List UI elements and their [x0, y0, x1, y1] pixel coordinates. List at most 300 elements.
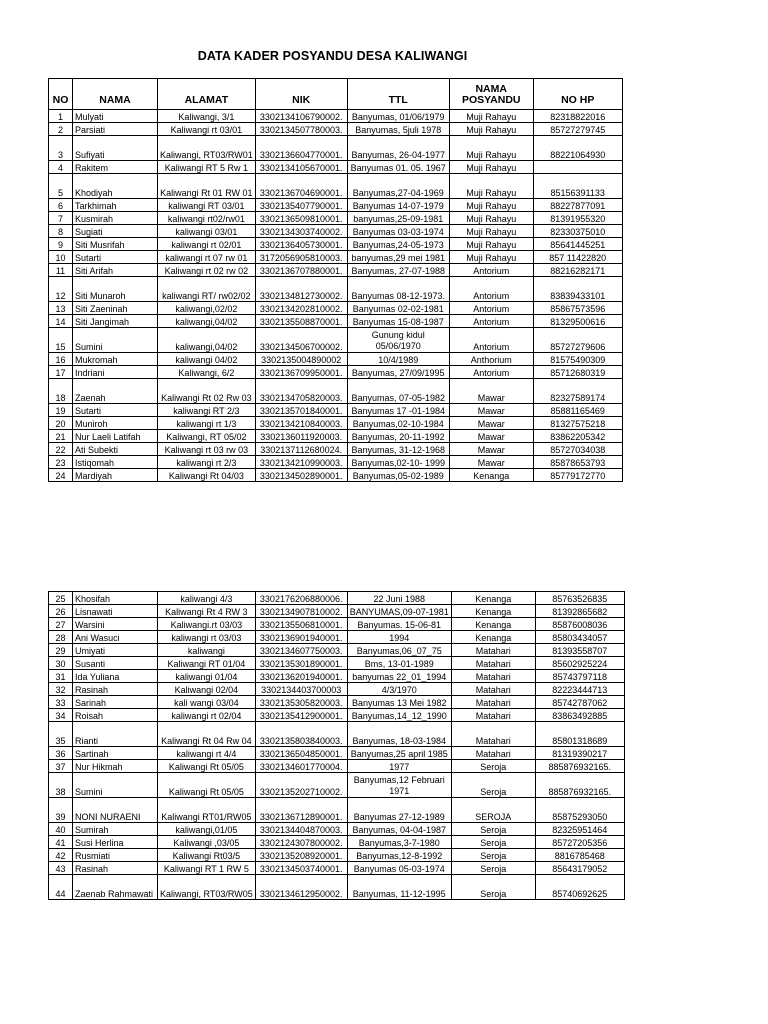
- cell-posyandu: Matahari: [451, 670, 535, 683]
- cell-alamat: Kaliwangi Rt 02 Rw 03: [158, 379, 256, 404]
- cell-posyandu: Mawar: [449, 456, 533, 469]
- cell-nik: 3302135004890002: [255, 353, 347, 366]
- table-row: [49, 161, 623, 174]
- cell-no-hp: 885876932165.: [535, 760, 624, 773]
- table-row: [49, 225, 623, 238]
- header-alamat: ALAMAT: [158, 79, 256, 110]
- table-row: [49, 277, 623, 302]
- cell-no-hp: 88227877091: [533, 199, 622, 212]
- cell-ttl: Banyumas 15-08-1987: [347, 315, 449, 328]
- cell-alamat: kaliwangi rt 2/3: [158, 456, 256, 469]
- cell-nik: 3302134502890001.: [255, 469, 347, 482]
- cell-no-hp: 83863492885: [535, 709, 624, 722]
- cell-no-hp: 85867573596: [533, 302, 622, 315]
- cell-nama: Ani Wasuci: [73, 631, 158, 644]
- cell-posyandu: Seroja: [451, 875, 535, 900]
- cell-ttl: banyumas 22_01_1994: [347, 670, 451, 683]
- cell-nik: 3302136709950001.: [255, 366, 347, 379]
- cell-no-hp: 81329500616: [533, 315, 622, 328]
- cell-no-hp: 85602925224: [535, 657, 624, 670]
- cell-ttl: 10/4/1989: [347, 353, 449, 366]
- cell-no: 17: [49, 366, 73, 379]
- cell-no-hp: 85727279745: [533, 123, 622, 136]
- cell-no-hp: 85803434057: [535, 631, 624, 644]
- cell-no: 23: [49, 456, 73, 469]
- cell-nik: 3302136405730001.: [255, 238, 347, 251]
- cell-nik: 3302136201940001.: [255, 670, 347, 683]
- cell-no-hp: 85875293050: [535, 798, 624, 823]
- cell-no-hp: 85779172770: [533, 469, 622, 482]
- table-row: [49, 315, 623, 328]
- cell-ttl: 22 Juni 1988: [347, 592, 451, 605]
- cell-no-hp: 885876932165.: [535, 773, 624, 798]
- cell-nama: Khosifah: [73, 592, 158, 605]
- cell-nama: Siti Musrifah: [73, 238, 158, 251]
- cell-no: 12: [49, 277, 73, 302]
- cell-nama: Sufiyati: [73, 136, 158, 161]
- cell-no: 39: [49, 798, 73, 823]
- cell-nama: Siti Jangimah: [73, 315, 158, 328]
- table-row: [49, 404, 623, 417]
- cell-no: 9: [49, 238, 73, 251]
- table-row: [49, 238, 623, 251]
- cell-no: 5: [49, 174, 73, 199]
- cell-posyandu: Mawar: [449, 417, 533, 430]
- cell-ttl: Banyumas. 15-06-81: [347, 618, 451, 631]
- cell-nik: 3302134105670001.: [255, 161, 347, 174]
- cell-posyandu: Muji Rahayu: [449, 174, 533, 199]
- cell-no-hp: 82318822016: [533, 110, 622, 123]
- cell-posyandu: Seroja: [451, 849, 535, 862]
- table-row: [49, 605, 625, 618]
- cell-no: 40: [49, 823, 73, 836]
- cell-alamat: Kaliwangi, RT 05/02: [158, 430, 256, 443]
- cell-nama: Lisnawati: [73, 605, 158, 618]
- cell-posyandu: Antorium: [449, 302, 533, 315]
- cell-no-hp: 81327575218: [533, 417, 622, 430]
- cell-posyandu: Kenanga: [451, 631, 535, 644]
- table-row: [49, 212, 623, 225]
- cell-ttl: Banyumas,25 april 1985: [347, 747, 451, 760]
- cell-no: 33: [49, 696, 73, 709]
- kader-table-part-2: [48, 591, 625, 900]
- cell-nik: 3302135407790001.: [255, 199, 347, 212]
- cell-nik: 3302134303740002.: [255, 225, 347, 238]
- cell-ttl: Banyumas, 31-12-1968: [347, 443, 449, 456]
- cell-nama: Warsini: [73, 618, 158, 631]
- cell-nama: Ati Subekti: [73, 443, 158, 456]
- cell-no: 43: [49, 862, 73, 875]
- cell-no: 7: [49, 212, 73, 225]
- table-row: [49, 136, 623, 161]
- table-row: [49, 722, 625, 747]
- cell-alamat: Kaliwangi ,03/05: [158, 836, 256, 849]
- cell-nik: 3302136707880001.: [255, 264, 347, 277]
- cell-alamat: Kaliwangi Rt 04/03: [158, 469, 256, 482]
- table-row: [49, 862, 625, 875]
- cell-posyandu: Matahari: [451, 747, 535, 760]
- cell-no: 38: [49, 773, 73, 798]
- table-row: [49, 798, 625, 823]
- cell-no: 29: [49, 644, 73, 657]
- cell-ttl: Banyumas, 20-11-1992: [347, 430, 449, 443]
- cell-posyandu: Matahari: [451, 683, 535, 696]
- cell-ttl: Banyumas,24-05-1973: [347, 238, 449, 251]
- cell-alamat: kaliwangi RT 2/3: [158, 404, 256, 417]
- cell-ttl: Banyumas,02-10-1984: [347, 417, 449, 430]
- cell-nama: Umiyati: [73, 644, 158, 657]
- cell-alamat: Kaliwangi Rt03/5: [158, 849, 256, 862]
- cell-no-hp: 85727279606: [533, 328, 622, 353]
- cell-posyandu: Muji Rahayu: [449, 136, 533, 161]
- cell-posyandu: Antorium: [449, 328, 533, 353]
- cell-alamat: Kaliwangi Rt 05/05: [158, 773, 256, 798]
- cell-alamat: kaliwangi rt 03/03: [158, 631, 256, 644]
- cell-nama: Rasinah: [73, 683, 158, 696]
- cell-nik: 3302134705820003.: [255, 379, 347, 404]
- cell-nama: NONI NURAENI: [73, 798, 158, 823]
- cell-alamat: kaliwangi,02/02: [158, 302, 256, 315]
- cell-posyandu: Mawar: [449, 404, 533, 417]
- cell-no-hp: 82325951464: [535, 823, 624, 836]
- cell-posyandu: Kenanga: [451, 605, 535, 618]
- cell-nama: Indriani: [73, 366, 158, 379]
- cell-alamat: kaliwangi rt 4/4: [158, 747, 256, 760]
- table-row: [49, 110, 623, 123]
- cell-nama: Parsiati: [73, 123, 158, 136]
- cell-nik: 3302176206880006.: [255, 592, 347, 605]
- cell-alamat: kaliwangi,04/02: [158, 315, 256, 328]
- cell-posyandu: Mawar: [449, 430, 533, 443]
- table-row: [49, 747, 625, 760]
- cell-no-hp: 82327589174: [533, 379, 622, 404]
- cell-alamat: Kaliwangi, 6/2: [158, 366, 256, 379]
- cell-no: 35: [49, 722, 73, 747]
- cell-ttl: Banyumas 05-03-1974: [347, 862, 451, 875]
- table-row: [49, 469, 623, 482]
- cell-no: 2: [49, 123, 73, 136]
- cell-ttl: Banyumas,27-04-1969: [347, 174, 449, 199]
- cell-nik: 3172056905810003.: [255, 251, 347, 264]
- cell-no: 42: [49, 849, 73, 862]
- table-row: [49, 174, 623, 199]
- cell-no-hp: 82330375010: [533, 225, 622, 238]
- cell-nama: Zaenab Rahmawati: [73, 875, 158, 900]
- cell-nik: 3302135508870001.: [255, 315, 347, 328]
- cell-posyandu: SEROJA: [451, 798, 535, 823]
- table-row: [49, 379, 623, 404]
- header-ttl: TTL: [347, 79, 449, 110]
- cell-posyandu: Mawar: [449, 379, 533, 404]
- cell-ttl: Banyumas 01. 05. 1967: [347, 161, 449, 174]
- cell-no: 24: [49, 469, 73, 482]
- cell-no-hp: [533, 161, 622, 174]
- cell-ttl: Gunung kidul 05/06/1970: [347, 328, 449, 353]
- table-row: [49, 123, 623, 136]
- cell-alamat: kaliwangi rt 02/01: [158, 238, 256, 251]
- cell-alamat: Kaliwangi Rt 05/05: [158, 760, 256, 773]
- cell-posyandu: Seroja: [451, 836, 535, 849]
- cell-ttl: BANYUMAS,09-07-1981: [347, 605, 451, 618]
- cell-no: 16: [49, 353, 73, 366]
- cell-nama: Nur Laeli Latifah: [73, 430, 158, 443]
- cell-no: 44: [49, 875, 73, 900]
- cell-posyandu: Mawar: [449, 443, 533, 456]
- cell-alamat: Kaliwangi rt 03/01: [158, 123, 256, 136]
- cell-nama: Siti Arifah: [73, 264, 158, 277]
- cell-ttl: 4/3/1970: [347, 683, 451, 696]
- cell-nik: 3302124307800002.: [255, 836, 347, 849]
- cell-nama: Khodiyah: [73, 174, 158, 199]
- cell-no-hp: 81575490309: [533, 353, 622, 366]
- table-row: [49, 760, 625, 773]
- cell-no: 30: [49, 657, 73, 670]
- table-row: [49, 302, 623, 315]
- cell-nik: 3302136011920003.: [255, 430, 347, 443]
- cell-no-hp: 85643179052: [535, 862, 624, 875]
- cell-nik: 3302134506700002.: [255, 328, 347, 353]
- cell-alamat: kaliwangi 4/3: [158, 592, 256, 605]
- cell-ttl: Banyumas, 26-04-1977: [347, 136, 449, 161]
- table-row: [49, 430, 623, 443]
- cell-alamat: Kaliwangi, 3/1: [158, 110, 256, 123]
- cell-nik: 3302137112680024.: [255, 443, 347, 456]
- cell-posyandu: Matahari: [451, 696, 535, 709]
- cell-no: 3: [49, 136, 73, 161]
- cell-no-hp: 85881165469: [533, 404, 622, 417]
- cell-ttl: Banyumas, 01/06/1979: [347, 110, 449, 123]
- cell-posyandu: Kenanga: [451, 592, 535, 605]
- cell-ttl: 1994: [347, 631, 451, 644]
- cell-nik: 3302134503740001.: [255, 862, 347, 875]
- cell-nama: Sarinah: [73, 696, 158, 709]
- cell-ttl: Banyumas,14_12_1990: [347, 709, 451, 722]
- cell-posyandu: Muji Rahayu: [449, 123, 533, 136]
- cell-no: 36: [49, 747, 73, 760]
- table-row: [49, 683, 625, 696]
- cell-alamat: Kaliwangi RT 01/04: [158, 657, 256, 670]
- cell-nik: 3302136712890001.: [255, 798, 347, 823]
- cell-alamat: kaliwangi RT 03/01: [158, 199, 256, 212]
- cell-nik: 3302134607750003.: [255, 644, 347, 657]
- cell-ttl: Banyumas 27-12-1989: [347, 798, 451, 823]
- cell-no: 32: [49, 683, 73, 696]
- cell-nama: Sumirah: [73, 823, 158, 836]
- cell-posyandu: Muji Rahayu: [449, 225, 533, 238]
- cell-nama: Mardiyah: [73, 469, 158, 482]
- cell-nama: Kusmirah: [73, 212, 158, 225]
- cell-nik: 3302136509810001.: [255, 212, 347, 225]
- cell-nama: Sutarti: [73, 251, 158, 264]
- cell-alamat: kaliwangi 04/02: [158, 353, 256, 366]
- cell-nama: Istiqomah: [73, 456, 158, 469]
- cell-posyandu: Matahari: [451, 722, 535, 747]
- table-row: [49, 709, 625, 722]
- table-row: [49, 657, 625, 670]
- cell-nama: Mukromah: [73, 353, 158, 366]
- table-header-row: [49, 79, 623, 110]
- cell-ttl: Banyumas,3-7-1980: [347, 836, 451, 849]
- cell-nik: 3302135305820003.: [255, 696, 347, 709]
- cell-posyandu: Muji Rahayu: [449, 212, 533, 225]
- cell-nama: Zaenah: [73, 379, 158, 404]
- cell-nik: 3302135301890001.: [255, 657, 347, 670]
- cell-nik: 3302136504850001.: [255, 747, 347, 760]
- cell-no-hp: 85742787062: [535, 696, 624, 709]
- table-row: [49, 823, 625, 836]
- cell-alamat: kaliwangi,04/02: [158, 328, 256, 353]
- header-posyandu-line1: NAMA: [475, 83, 507, 95]
- cell-posyandu: Antorium: [449, 277, 533, 302]
- cell-alamat: Kaliwangi.rt 03/03: [158, 618, 256, 631]
- cell-ttl: Banyumas,02-10- 1999: [347, 456, 449, 469]
- cell-no-hp: 85727034038: [533, 443, 622, 456]
- header-nama-posyandu: [449, 79, 533, 110]
- cell-no: 18: [49, 379, 73, 404]
- cell-posyandu: Seroja: [451, 773, 535, 798]
- cell-no-hp: 85878653793: [533, 456, 622, 469]
- cell-ttl: Banyumas 17 -01-1984: [347, 404, 449, 417]
- table-row: [49, 631, 625, 644]
- cell-nama: Rasinah: [73, 862, 158, 875]
- cell-posyandu: Muji Rahayu: [449, 238, 533, 251]
- cell-alamat: kaliwangi 03/01: [158, 225, 256, 238]
- cell-nama: Muniroh: [73, 417, 158, 430]
- cell-ttl: Banyumas 13 Mei 1982: [347, 696, 451, 709]
- cell-no: 26: [49, 605, 73, 618]
- cell-no-hp: 83839433101: [533, 277, 622, 302]
- cell-nik: 3302135803840003.: [255, 722, 347, 747]
- cell-alamat: Kaliwangi, RT03/RW05: [158, 875, 256, 900]
- cell-alamat: Kaliwangi, RT03/RW01: [158, 136, 256, 161]
- cell-nik: 3302135701840001.: [255, 404, 347, 417]
- cell-no-hp: 85712680319: [533, 366, 622, 379]
- cell-alamat: kaliwangi 01/04: [158, 670, 256, 683]
- cell-nama: Nur Hikmah: [73, 760, 158, 773]
- cell-no-hp: 82223444713: [535, 683, 624, 696]
- header-nik: NIK: [255, 79, 347, 110]
- cell-no-hp: 81319390217: [535, 747, 624, 760]
- cell-ttl: Banyumas,05-02-1989: [347, 469, 449, 482]
- cell-no-hp: 81393558707: [535, 644, 624, 657]
- cell-nama: Sartinah: [73, 747, 158, 760]
- cell-alamat: kaliwangi rt 07 rw 01: [158, 251, 256, 264]
- cell-alamat: kaliwangi,01/05: [158, 823, 256, 836]
- cell-no: 31: [49, 670, 73, 683]
- cell-posyandu: Kenanga: [449, 469, 533, 482]
- cell-ttl: Banyumas, 27/09/1995: [347, 366, 449, 379]
- cell-no: 13: [49, 302, 73, 315]
- cell-posyandu: Seroja: [451, 823, 535, 836]
- kader-table-part-1: [48, 78, 623, 482]
- cell-no: 1: [49, 110, 73, 123]
- cell-nik: 3302136604770001.: [255, 136, 347, 161]
- cell-nama: Mulyati: [73, 110, 158, 123]
- cell-ttl: Banyumas 08-12-1973.: [347, 277, 449, 302]
- cell-ttl: Banyumas,12-8-1992: [347, 849, 451, 862]
- cell-no: 37: [49, 760, 73, 773]
- cell-posyandu: Antorium: [449, 315, 533, 328]
- cell-no-hp: 85743797118: [535, 670, 624, 683]
- cell-posyandu: Antorium: [449, 366, 533, 379]
- cell-nik: 3302135506810001.: [255, 618, 347, 631]
- cell-nama: Rianti: [73, 722, 158, 747]
- cell-nama: Roisah: [73, 709, 158, 722]
- table-row: [49, 264, 623, 277]
- cell-no: 27: [49, 618, 73, 631]
- cell-nama: Sumini: [73, 773, 158, 798]
- cell-ttl: Banyumas, 18-03-1984: [347, 722, 451, 747]
- table-row: [49, 670, 625, 683]
- cell-no-hp: 85727205356: [535, 836, 624, 849]
- table-row: [49, 644, 625, 657]
- cell-no-hp: 81392865682: [535, 605, 624, 618]
- cell-nik: 3302134404870003.: [255, 823, 347, 836]
- cell-no-hp: 85156391133: [533, 174, 622, 199]
- cell-nama: Siti Zaeninah: [73, 302, 158, 315]
- cell-nama: Ida Yuliana: [73, 670, 158, 683]
- table-row: [49, 353, 623, 366]
- cell-nama: Rakitem: [73, 161, 158, 174]
- cell-posyandu: Antorium: [449, 264, 533, 277]
- cell-ttl: Banyumas 03-03-1974: [347, 225, 449, 238]
- cell-nik: 3302135208920001.: [255, 849, 347, 862]
- cell-no-hp: 83862205342: [533, 430, 622, 443]
- cell-alamat: kaliwangi rt02/rw01: [158, 212, 256, 225]
- cell-alamat: kaliwangi RT/ rw02/02: [158, 277, 256, 302]
- cell-no-hp: 85763526835: [535, 592, 624, 605]
- cell-no: 11: [49, 264, 73, 277]
- cell-nama: Siti Munaroh: [73, 277, 158, 302]
- table-row: [49, 456, 623, 469]
- cell-alamat: Kaliwangi Rt 01 RW 01: [158, 174, 256, 199]
- cell-no: 22: [49, 443, 73, 456]
- cell-ttl: Banyumas, 04-04-1987: [347, 823, 451, 836]
- cell-alamat: Kaliwangi Rt 04 Rw 04: [158, 722, 256, 747]
- cell-no: 21: [49, 430, 73, 443]
- table-row: [49, 592, 625, 605]
- cell-nik: 3302134907810002.: [255, 605, 347, 618]
- table-row: [49, 328, 623, 353]
- cell-alamat: Kaliwangi rt 03 rw 03: [158, 443, 256, 456]
- header-posyandu-line2: POSYANDU: [461, 94, 521, 106]
- cell-posyandu: Matahari: [451, 644, 535, 657]
- cell-posyandu: Muji Rahayu: [449, 110, 533, 123]
- cell-nik: 3302134812730002.: [255, 277, 347, 302]
- cell-ttl: Banyumas,06_07_75: [347, 644, 451, 657]
- cell-no: 10: [49, 251, 73, 264]
- cell-posyandu: Anthorium: [449, 353, 533, 366]
- cell-posyandu: Muji Rahayu: [449, 251, 533, 264]
- cell-no: 20: [49, 417, 73, 430]
- cell-nik: 3302136901940001.: [255, 631, 347, 644]
- cell-alamat: Kaliwangi RT01/RW05: [158, 798, 256, 823]
- cell-posyandu: Kenanga: [451, 618, 535, 631]
- cell-nik: 3302134507780003.: [255, 123, 347, 136]
- cell-no: 28: [49, 631, 73, 644]
- cell-nama: Susi Herlina: [73, 836, 158, 849]
- cell-posyandu: Matahari: [451, 709, 535, 722]
- cell-nik: 3302134612950002.: [255, 875, 347, 900]
- cell-nama: Rusmiati: [73, 849, 158, 862]
- cell-nama: Sutarti: [73, 404, 158, 417]
- table-row: [49, 618, 625, 631]
- cell-no: 19: [49, 404, 73, 417]
- cell-no: 34: [49, 709, 73, 722]
- cell-alamat: Kaliwangi 02/04: [158, 683, 256, 696]
- cell-nama: Tarkhimah: [73, 199, 158, 212]
- cell-ttl: Banyumas, 07-05-1982: [347, 379, 449, 404]
